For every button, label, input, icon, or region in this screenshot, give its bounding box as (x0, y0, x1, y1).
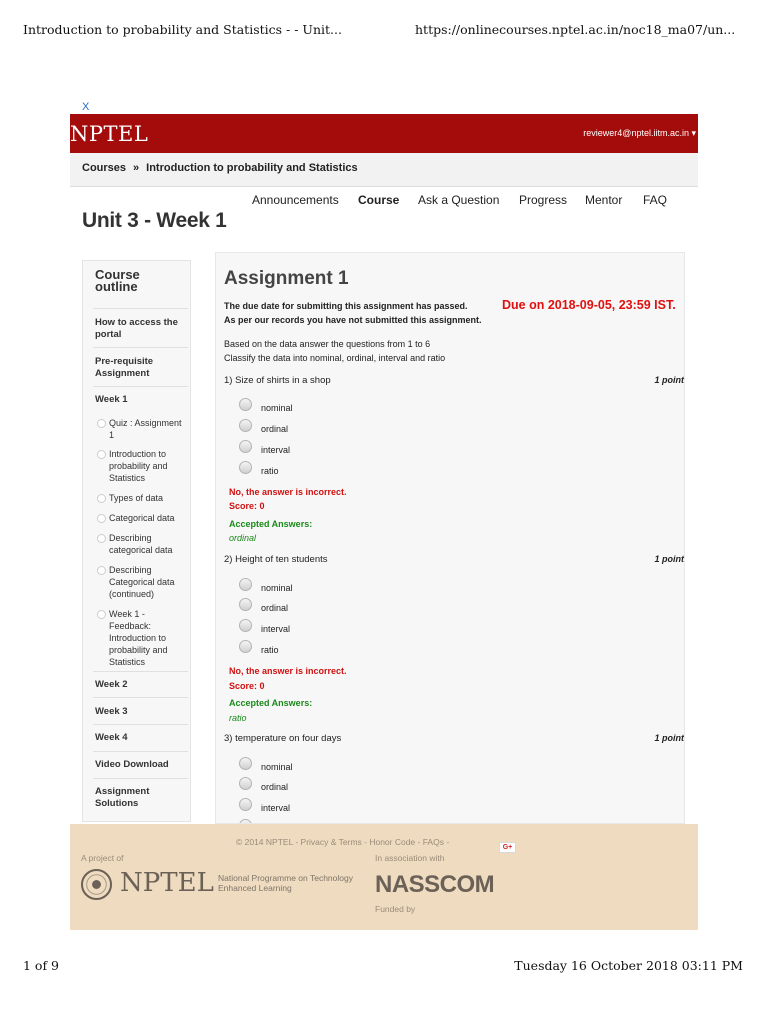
sidebar-subitem-feedback[interactable]: Week 1 - Feedback: Introduction to probability and Statistics (109, 608, 185, 668)
sidebar-item-week-4[interactable]: Week 4 (95, 732, 128, 743)
print-page-number: 1 of 9 (23, 958, 60, 973)
sidebar-item-week-2[interactable]: Week 2 (95, 679, 128, 690)
top-bar (70, 114, 698, 153)
sidebar-divider (93, 697, 188, 698)
due-passed-note: The due date for submitting this assignment has passed. (224, 301, 468, 311)
sidebar-heading: Course outline (95, 267, 140, 294)
sidebar-subitem-categorical-data[interactable]: Categorical data (109, 512, 185, 524)
radio-button[interactable] (239, 798, 252, 811)
sidebar-item-how-to-access[interactable]: How to access the portal (95, 317, 178, 340)
radio-button[interactable] (239, 757, 252, 770)
sidebar-subitem-describing-categorical[interactable]: Describing categorical data (109, 532, 185, 556)
print-page-title: Introduction to probability and Statistics - - Unit... (23, 22, 342, 37)
print-page-url: https://onlinecourses.nptel.ac.in/noc18_ma07/un... (415, 22, 736, 37)
feedback-incorrect: No, the answer is incorrect. (229, 666, 347, 676)
question-points: 1 point (654, 554, 684, 564)
feedback-incorrect: No, the answer is incorrect. (229, 487, 347, 497)
option-label: ordinal (261, 424, 289, 434)
question-points: 1 point (654, 733, 684, 743)
sidebar-item-video-download[interactable]: Video Download (95, 759, 169, 770)
option-label: nominal (261, 583, 293, 593)
course-outline-sidebar (82, 260, 191, 822)
sidebar-item-week-1[interactable]: Week 1 (95, 394, 128, 405)
tab-faq[interactable]: FAQ (643, 193, 668, 207)
print-footer (0, 958, 768, 978)
instruction-text: Classify the data into nominal, ordinal, interval and ratio (224, 353, 446, 363)
radio-button[interactable] (239, 619, 252, 632)
accepted-answers-label: Accepted Answers: (229, 698, 313, 708)
close-link[interactable]: X (82, 101, 90, 113)
nasscom-logo: NASSCOM (375, 871, 495, 898)
instruction-text: Based on the data answer the questions from 1 to 6 (224, 339, 431, 349)
question-text: 2) Height of ten students (224, 554, 328, 565)
score-label: Score: 0 (229, 681, 265, 691)
tab-progress[interactable]: Progress (519, 193, 568, 207)
tab-ask-a-question[interactable]: Ask a Question (418, 193, 500, 207)
tab-mentor[interactable]: Mentor (585, 193, 623, 207)
option-label: ratio (261, 645, 279, 655)
question-text: 3) temperature on four days (224, 733, 342, 744)
sidebar-item-assignment-solutions[interactable]: Assignment Solutions (95, 786, 150, 809)
option-label: interval (261, 803, 291, 813)
sidebar-divider (93, 671, 188, 672)
sidebar-subitem-intro[interactable]: Introduction to probability and Statistics (109, 448, 185, 484)
question-2 (224, 554, 684, 734)
nptel-emblem-icon (81, 869, 112, 900)
option-label: ratio (261, 466, 279, 476)
breadcrumb-separator: » (133, 162, 140, 174)
option-label: interval (261, 624, 291, 634)
sidebar-subitem-quiz[interactable]: Quiz : Assignment 1 (109, 417, 185, 441)
funded-by-label: Funded by (375, 904, 416, 914)
due-date: Due on 2018-09-05, 23:59 IST. (502, 298, 676, 312)
accepted-answer: ratio (229, 713, 247, 723)
project-label: A project of (81, 853, 124, 863)
sidebar-subitem-describing-continued[interactable]: Describing Categorical data (continued) (109, 564, 185, 600)
option-label: nominal (261, 762, 293, 772)
option-label: ordinal (261, 603, 289, 613)
print-header (0, 22, 768, 42)
radio-button[interactable] (239, 777, 252, 790)
score-label: Score: 0 (229, 501, 265, 511)
sidebar-divider (93, 347, 188, 348)
footer-nptel-logo: NPTEL (120, 868, 214, 898)
sidebar-item-prerequisite[interactable]: Pre-requisite Assignment (95, 356, 154, 379)
radio-button[interactable] (239, 461, 252, 474)
sidebar-divider (93, 751, 188, 752)
assignment-panel (215, 252, 685, 824)
print-datetime: Tuesday 16 October 2018 03:11 PM (514, 958, 743, 973)
nptel-tagline: National Programme on Technology Enhanced Learning (218, 873, 353, 893)
accepted-answers-label: Accepted Answers: (229, 519, 313, 529)
radio-button[interactable] (239, 578, 252, 591)
user-menu[interactable]: reviewer4@nptel.iitm.ac.in ▾ (583, 128, 696, 138)
accepted-answer: ordinal (229, 533, 257, 543)
tab-course[interactable]: Course (358, 193, 400, 207)
option-label: interval (261, 445, 291, 455)
sidebar-divider (93, 724, 188, 725)
option-label: ordinal (261, 782, 289, 792)
nptel-logo[interactable]: NPTEL (70, 122, 149, 146)
not-submitted-note: As per our records you have not submitted this assignment. (224, 315, 482, 325)
option-label: nominal (261, 403, 293, 413)
sidebar-item-week-3[interactable]: Week 3 (95, 706, 128, 717)
breadcrumb (70, 153, 698, 187)
sidebar-subitem-types-of-data[interactable]: Types of data (109, 492, 185, 504)
radio-button[interactable] (239, 440, 252, 453)
radio-button[interactable] (239, 598, 252, 611)
association-label: In association with (375, 853, 445, 863)
google-plus-icon[interactable]: G+ (499, 842, 516, 853)
footer-links[interactable]: © 2014 NPTEL - Privacy & Terms - Honor Code - FAQs - (236, 837, 450, 847)
breadcrumb-course[interactable]: Introduction to probability and Statistics (146, 162, 358, 174)
sidebar-divider (93, 308, 188, 309)
assignment-title: Assignment 1 (224, 268, 349, 289)
question-1 (224, 375, 684, 555)
radio-button[interactable] (239, 640, 252, 653)
sidebar-divider (93, 386, 188, 387)
question-points: 1 point (654, 375, 684, 385)
site-footer (70, 824, 698, 930)
breadcrumb-courses[interactable]: Courses (82, 162, 127, 174)
tab-announcements[interactable]: Announcements (252, 193, 339, 207)
question-text: 1) Size of shirts in a shop (224, 375, 331, 386)
page-title: Unit 3 - Week 1 (82, 209, 227, 232)
radio-button[interactable] (239, 419, 252, 432)
radio-button[interactable] (239, 398, 252, 411)
sidebar-divider (93, 778, 188, 779)
question-3 (224, 733, 684, 824)
